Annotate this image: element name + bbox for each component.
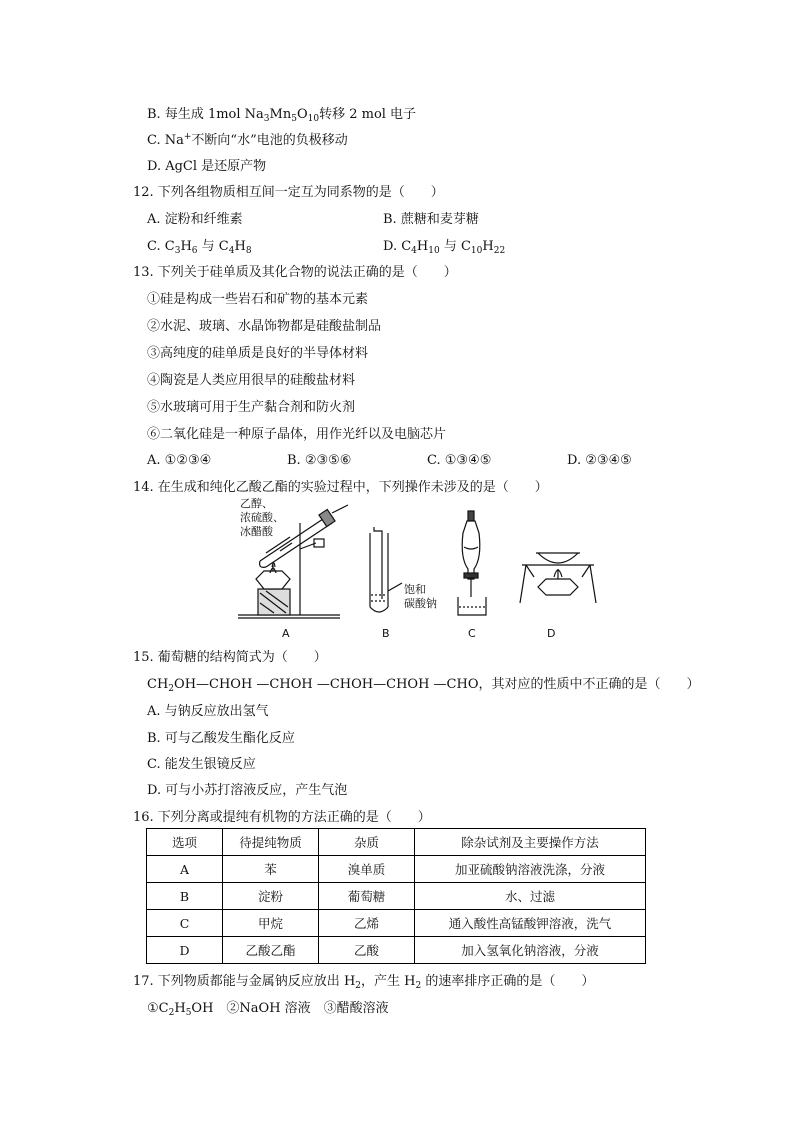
apparatus-figures bbox=[230, 497, 610, 643]
table-cell: 乙酸 bbox=[319, 937, 415, 964]
q13-item-6: ⑥二氧化硅是一种原子晶体，用作光纤以及电脑芯片 bbox=[147, 427, 447, 442]
q11-option-d: D. AgCl 是还原产物 bbox=[147, 159, 267, 174]
q12-option-a: A. 淀粉和纤维素 bbox=[147, 212, 243, 227]
q13-item-1: ①硅是构成一些岩石和矿物的基本元素 bbox=[147, 292, 369, 307]
q16-stem: 16. 下列分离或提纯有机物的方法正确的是（ ） bbox=[133, 810, 431, 825]
q13-item-4: ④陶瓷是人类应用很早的硅酸盐材料 bbox=[147, 373, 356, 388]
table-cell: B bbox=[147, 883, 223, 910]
q13-option-b: B. ②③⑤⑥ bbox=[287, 453, 352, 468]
q13-option-c: C. ①③④⑤ bbox=[427, 453, 492, 468]
q15-formula: $CH_2OH—CHOH$ —CHOH —CHOH—CHOH —CHO，其对应的性质中不正确的是（ ） bbox=[147, 677, 700, 694]
table-row bbox=[147, 883, 646, 910]
table-header-row bbox=[147, 829, 646, 856]
figure-c-separatory-funnel bbox=[458, 511, 486, 615]
table-header-cell: 待提纯物质 bbox=[223, 829, 319, 856]
q14-stem: 14. 在生成和纯化乙酸乙酯的实验过程中，下列操作未涉及的是（ ） bbox=[133, 480, 548, 495]
q17-stem: 17. 下列物质都能与金属钠反应放出 $H_2$，产生 $H_2$ 的速率排序正确的是（ ） bbox=[133, 974, 595, 991]
q17-items: $①C_2H_5OH$ ②NaOH 溶液 ③醋酸溶液 bbox=[147, 1001, 389, 1018]
q12-stem: 12. 下列各组物质相互间一定互为同系物的是（ ） bbox=[133, 185, 444, 200]
table-row bbox=[147, 910, 646, 937]
q15-option-a: A. 与钠反应放出氢气 bbox=[147, 704, 269, 719]
q12-option-c: C. $C_3H_6$ 与 $C_4H_8$ bbox=[147, 239, 252, 256]
apparatus-drawings bbox=[230, 503, 610, 643]
q13-item-2: ②水泥、玻璃、水晶饰物都是硅酸盐制品 bbox=[147, 319, 382, 334]
q16-table bbox=[146, 828, 646, 964]
figure-d-evaporation-setup bbox=[520, 553, 596, 603]
q13-stem: 13. 下列关于硅单质及其化合物的说法正确的是（ ） bbox=[133, 265, 457, 280]
table-cell: 乙酸乙酯 bbox=[223, 937, 319, 964]
table-header-cell: 杂质 bbox=[319, 829, 415, 856]
table-cell: 苯 bbox=[223, 856, 319, 883]
table-header-cell: 除杂试剂及主要操作方法 bbox=[415, 829, 646, 856]
figure-a-reagent-label: 乙醇、 浓硫酸、 冰醋酸 bbox=[240, 497, 284, 538]
q13-item-5: ⑤水玻璃可用于生产黏合剂和防火剂 bbox=[147, 400, 356, 415]
table-cell: 加亚硫酸钠溶液洗涤，分液 bbox=[415, 856, 646, 883]
q13-option-d: D. ②③④⑤ bbox=[567, 453, 632, 468]
table-cell: 甲烷 bbox=[223, 910, 319, 937]
figure-c-label: C bbox=[468, 627, 476, 640]
table-cell: 通入酸性高锰酸钾溶液，洗气 bbox=[415, 910, 646, 937]
q15-stem: 15. 葡萄糖的结构简式为（ ） bbox=[133, 650, 327, 665]
table-cell: 淀粉 bbox=[223, 883, 319, 910]
q15-option-c: C. 能发生银镜反应 bbox=[147, 757, 256, 772]
q11-option-c: C. Na+不断向“水”电池的负极移动 bbox=[147, 132, 348, 148]
q12-option-b: B. 蔗糖和麦芽糖 bbox=[383, 212, 479, 227]
q13-option-a: A. ①②③④ bbox=[147, 453, 212, 468]
q13-item-3: ③高纯度的硅单质是良好的半导体材料 bbox=[147, 346, 369, 361]
table-cell: C bbox=[147, 910, 223, 937]
table-cell: A bbox=[147, 856, 223, 883]
table-cell: 葡萄糖 bbox=[319, 883, 415, 910]
q15-option-d: D. 可与小苏打溶液反应，产生气泡 bbox=[147, 783, 348, 798]
figure-b-collection-tube bbox=[370, 527, 402, 612]
table-cell: 水、过滤 bbox=[415, 883, 646, 910]
table-cell: 乙烯 bbox=[319, 910, 415, 937]
q11-option-b: B. 每生成 1mol $Na_3Mn_5O_{10}$转移 2 mol 电子 bbox=[147, 107, 417, 124]
figure-b-label: B bbox=[382, 627, 390, 640]
figure-a-label: A bbox=[282, 627, 290, 640]
table-cell: D bbox=[147, 937, 223, 964]
table-cell: 加入氢氧化钠溶液，分液 bbox=[415, 937, 646, 964]
q15-option-b: B. 可与乙酸发生酯化反应 bbox=[147, 731, 295, 746]
table-row bbox=[147, 856, 646, 883]
table-row bbox=[147, 937, 646, 964]
table-cell: 溴单质 bbox=[319, 856, 415, 883]
table-header-cell: 选项 bbox=[147, 829, 223, 856]
figure-d-label: D bbox=[547, 627, 556, 640]
q12-option-d: D. $C_4H_{10}$ 与 $C_{10}H_{22}$ bbox=[383, 239, 506, 256]
figure-b-reagent-label: 饱和 碳酸钠 bbox=[404, 583, 437, 610]
